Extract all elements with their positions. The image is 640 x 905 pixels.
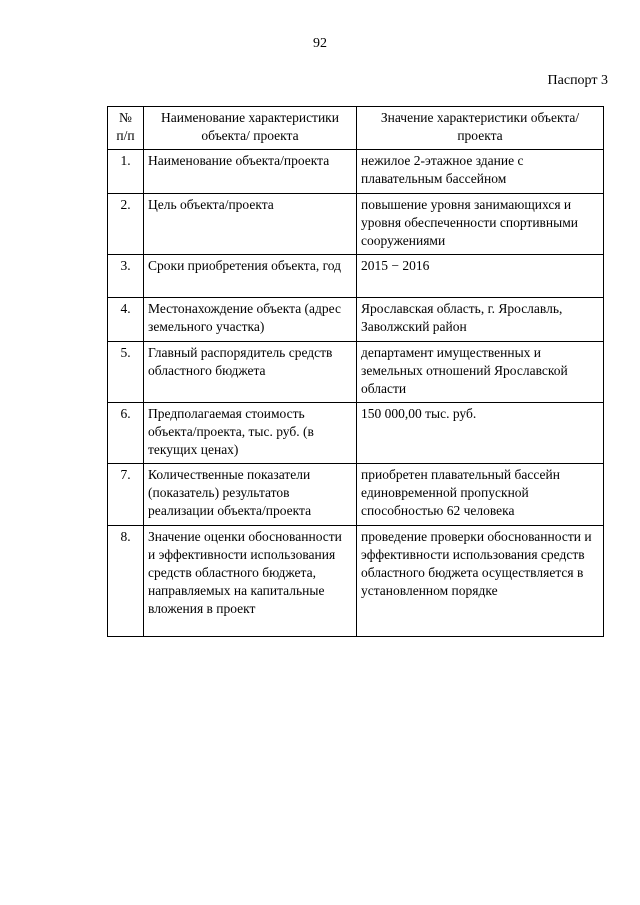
row-number: 8. [108,526,144,637]
row-name: Сроки приобретения объекта, год [144,255,357,298]
row-value: Ярославская область, г. Ярославль, Заволжский район [357,298,604,342]
row-value: 2015 − 2016 [357,255,604,298]
row-value: повышение уровня занимающихся и уровня обеспеченности спортивными сооружениями [357,194,604,255]
row-number: 5. [108,342,144,403]
page-number: 92 [313,36,327,51]
table-row [108,255,604,298]
row-name: Главный распорядитель средств областного бюджета [144,342,357,403]
row-value: департамент имущественных и земельных отношений Ярославской области [357,342,604,403]
table-row [108,342,604,403]
row-value: 150 000,00 тыс. руб. [357,403,604,464]
header-name: Наименование характеристики объекта/ проекта [144,107,357,150]
row-name: Цель объекта/проекта [144,194,357,255]
row-number: 6. [108,403,144,464]
passport-table [107,106,604,637]
table-header-row [108,107,604,150]
row-value: проведение проверки обоснованности и эффективности использования средств областного бюджета осуществляется в установленном порядке [357,526,604,637]
header-num: № п/п [108,107,144,150]
row-number: 1. [108,150,144,194]
row-value: приобретен плавательный бассейн единовременной пропускной способностью 62 человека [357,464,604,526]
row-name: Наименование объекта/проекта [144,150,357,194]
row-name: Местонахождение объекта (адрес земельного участка) [144,298,357,342]
row-number: 7. [108,464,144,526]
passport-label: Паспорт 3 [547,73,608,88]
row-number: 3. [108,255,144,298]
table-row [108,194,604,255]
row-name: Количественные показатели (показатель) результатов реализации объекта/проекта [144,464,357,526]
table-row [108,464,604,526]
row-name: Значение оценки обоснованности и эффективности использования средств областного бюджета, направляемых на капитальные вложения в проект [144,526,357,637]
row-value: нежилое 2-этажное здание с плавательным бассейном [357,150,604,194]
table-row [108,403,604,464]
table-row [108,150,604,194]
table-row [108,298,604,342]
row-number: 4. [108,298,144,342]
table-row [108,526,604,637]
row-number: 2. [108,194,144,255]
row-name: Предполагаемая стоимость объекта/проекта, тыс. руб. (в текущих ценах) [144,403,357,464]
header-value: Значение характеристики объекта/ проекта [357,107,604,150]
